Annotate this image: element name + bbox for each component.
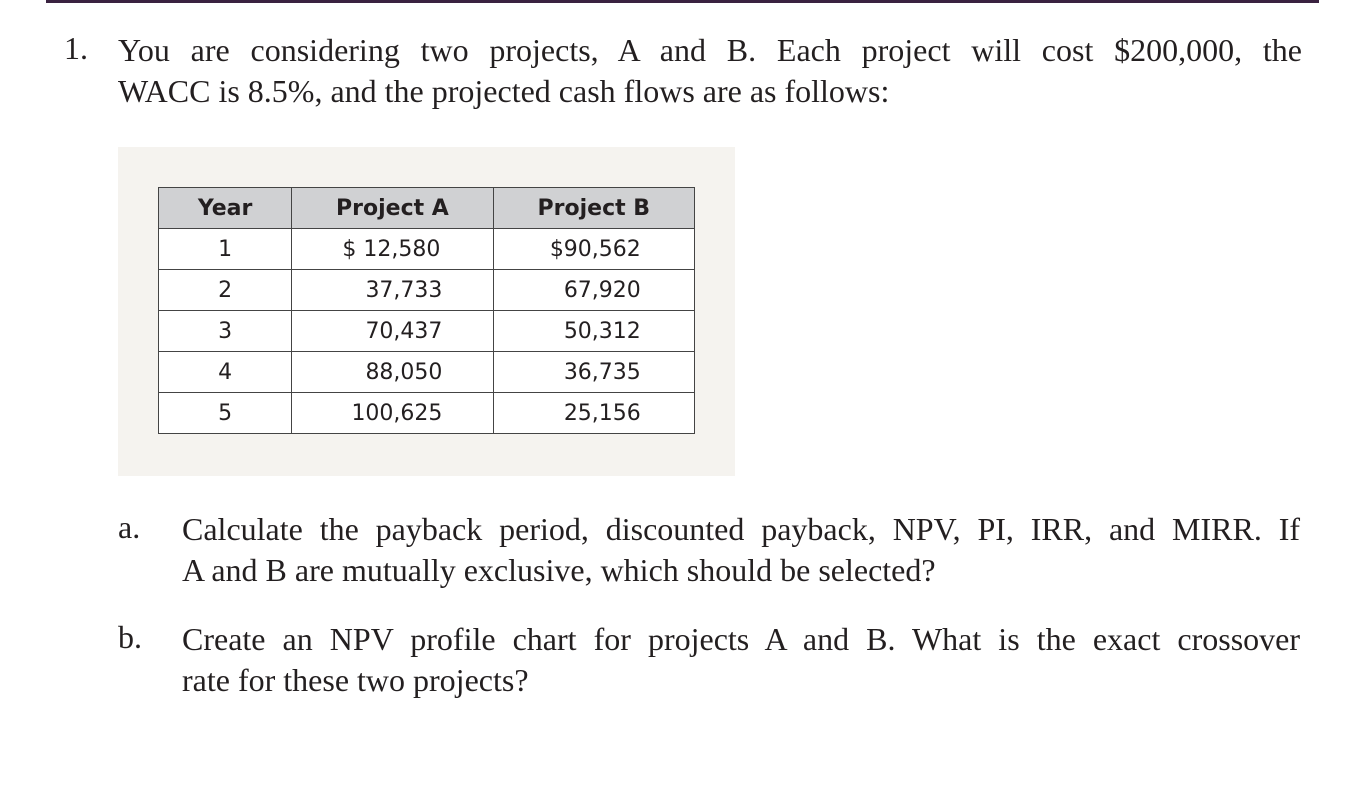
value-project-a: 37,733 [365,277,443,303]
value-project-b: 50,312 [563,318,641,344]
header-project-a: Project A [292,188,493,229]
cell-project-a [292,352,493,393]
header-project-b: Project B [493,188,694,229]
cell-project-a [292,311,493,352]
cell-project-a [292,393,493,434]
value-project-b: 36,735 [563,359,641,385]
question-line-1: You are considering two projects, A and B. Each project will cost $200,000, the [118,32,1302,68]
cell-project-b [493,352,694,393]
question-line-2: WACC is 8.5%, and the projected cash flows are as follows: [118,73,890,109]
cell-year: 5 [159,393,292,434]
value-project-b: 25,156 [563,400,641,426]
question-number: 1. [64,30,88,66]
cell-project-b [493,311,694,352]
value-project-b: 67,920 [563,277,641,303]
part-a-text [182,509,1300,591]
part-b-line-1: Create an NPV profile chart for projects A and B. What is the exact crossover [182,621,1300,657]
value-project-a: 70,437 [365,318,443,344]
part-b-text [182,619,1300,701]
cell-year: 2 [159,270,292,311]
cell-project-b [493,229,694,270]
cell-year: 4 [159,352,292,393]
top-rule [46,0,1319,3]
part-a-label: a. [118,509,141,545]
table-row [159,270,695,311]
part-b-label: b. [118,619,142,655]
table-row [159,311,695,352]
table-row [159,229,695,270]
value-project-a: 88,050 [365,359,443,385]
cash-flow-panel [118,147,735,476]
table-row [159,352,695,393]
cell-project-b [493,393,694,434]
cell-year: 1 [159,229,292,270]
cash-flow-table [158,187,695,434]
cell-project-a [292,229,493,270]
cell-year: 3 [159,311,292,352]
value-project-a: 100,625 [351,400,443,426]
cell-project-a [292,270,493,311]
part-b-line-2: rate for these two projects? [182,662,529,698]
cell-project-b [493,270,694,311]
part-a-line-2: A and B are mutually exclusive, which should be selected? [182,552,936,588]
value-project-b: $90,562 [549,236,641,262]
value-project-a: $ 12,580 [342,236,441,262]
part-a-line-1: Calculate the payback period, discounted payback, NPV, PI, IRR, and MIRR. If [182,511,1300,547]
header-year: Year [159,188,292,229]
question-text [118,30,1302,112]
table-row [159,393,695,434]
table-header-row [159,188,695,229]
